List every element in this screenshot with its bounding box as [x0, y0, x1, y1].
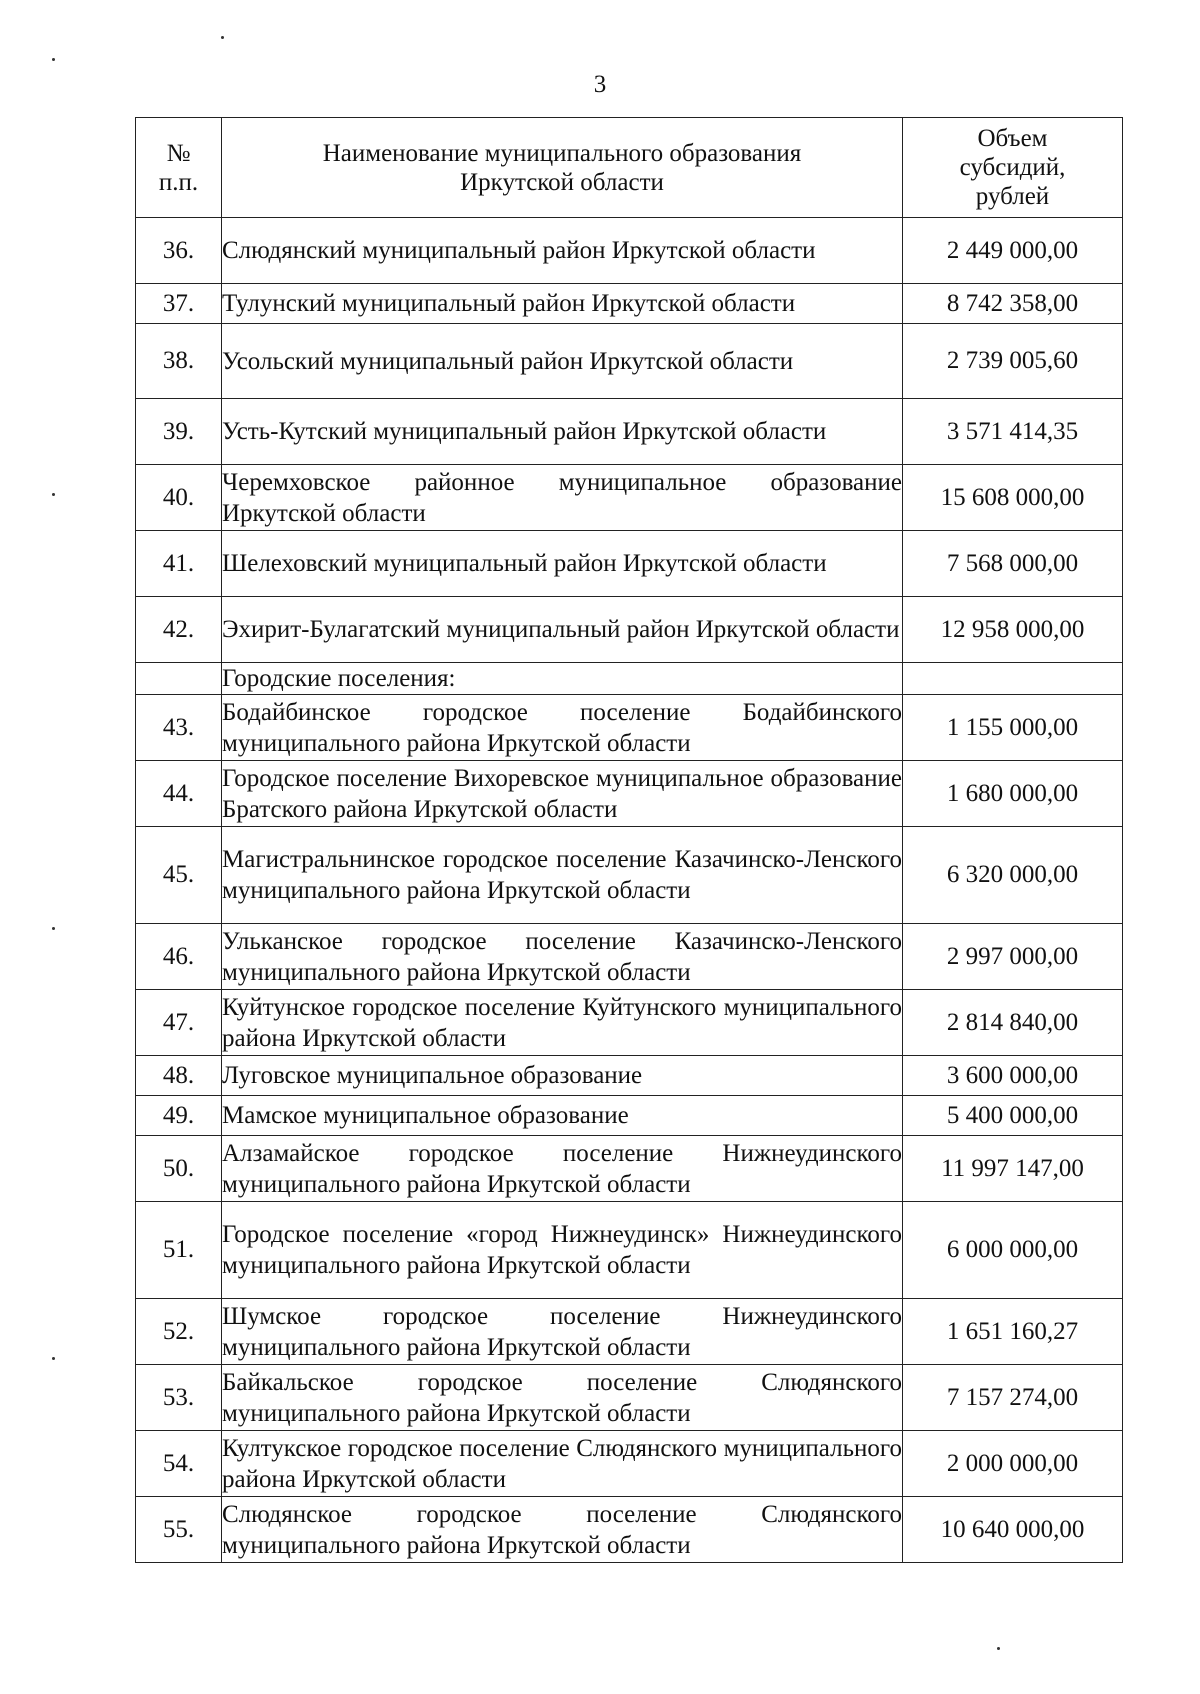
row-amount: 1 651 160,27: [903, 1299, 1123, 1365]
row-name: Магистральнинское городское поселение Казачинско-Ленского муниципального района Иркутской области: [222, 827, 903, 924]
row-number: 52.: [136, 1299, 222, 1365]
row-name: Слюдянское городское поселение Слюдянского муниципального района Иркутской области: [222, 1497, 903, 1563]
table-row: [136, 1365, 1123, 1431]
row-amount: 2 739 005,60: [903, 324, 1123, 399]
row-name: Бодайбинское городское поселение Бодайбинского муниципального района Иркутской области: [222, 695, 903, 761]
table-row: [136, 827, 1123, 924]
table-row: [136, 924, 1123, 990]
row-amount: 3 600 000,00: [903, 1056, 1123, 1096]
scan-speck: [221, 36, 224, 39]
row-amount: 1 155 000,00: [903, 695, 1123, 761]
row-amount: 6 000 000,00: [903, 1202, 1123, 1299]
table-row: [136, 990, 1123, 1056]
header-name-line1: Наименование муниципального образования: [322, 139, 802, 167]
row-number: 54.: [136, 1431, 222, 1497]
row-number: [136, 663, 222, 695]
row-amount: 6 320 000,00: [903, 827, 1123, 924]
row-number: 43.: [136, 695, 222, 761]
header-amount-line2: субсидий,: [959, 154, 1066, 181]
table-row: [136, 597, 1123, 663]
row-number: 49.: [136, 1096, 222, 1136]
row-number: 45.: [136, 827, 222, 924]
row-number: 51.: [136, 1202, 222, 1299]
row-number: 40.: [136, 465, 222, 531]
section-row: [136, 663, 1123, 695]
row-name: Мамское муниципальное образование: [222, 1096, 903, 1136]
header-number-symbol: №: [166, 139, 191, 167]
row-number: 47.: [136, 990, 222, 1056]
row-number: 50.: [136, 1136, 222, 1202]
row-number: 42.: [136, 597, 222, 663]
table-row: [136, 1497, 1123, 1563]
table-row: [136, 284, 1123, 324]
header-name-line2: Иркутской области: [460, 168, 664, 196]
table-row: [136, 465, 1123, 531]
row-name: Усольский муниципальный район Иркутской области: [222, 324, 903, 399]
row-name: Эхирит-Булагатский муниципальный район Иркутской области: [222, 597, 903, 663]
table-row: [136, 1136, 1123, 1202]
row-name: Алзамайское городское поселение Нижнеудинского муниципального района Иркутской области: [222, 1136, 903, 1202]
row-name: Шелеховский муниципальный район Иркутской области: [222, 531, 903, 597]
row-amount: [903, 663, 1123, 695]
row-amount: 2 449 000,00: [903, 218, 1123, 284]
row-amount: 1 680 000,00: [903, 761, 1123, 827]
row-amount: 10 640 000,00: [903, 1497, 1123, 1563]
scan-speck: [52, 58, 55, 61]
row-amount: 2 814 840,00: [903, 990, 1123, 1056]
scan-speck: [997, 1647, 1000, 1650]
row-amount: 5 400 000,00: [903, 1096, 1123, 1136]
row-number: 53.: [136, 1365, 222, 1431]
row-name: Шумское городское поселение Нижнеудинского муниципального района Иркутской области: [222, 1299, 903, 1365]
table-row: [136, 1431, 1123, 1497]
page-number: 3: [593, 71, 607, 98]
row-name: Луговское муниципальное образование: [222, 1056, 903, 1096]
table-row: [136, 324, 1123, 399]
row-name: Култукское городское поселение Слюдянского муниципального района Иркутской области: [222, 1431, 903, 1497]
table-row: [136, 1096, 1123, 1136]
row-name: Городское поселение «город Нижнеудинск» Нижнеудинского муниципального района Иркутской области: [222, 1202, 903, 1299]
row-name: Тулунский муниципальный район Иркутской области: [222, 284, 903, 324]
header-name: [222, 118, 903, 218]
row-name: Куйтунское городское поселение Куйтунского муниципального района Иркутской области: [222, 990, 903, 1056]
table-row: [136, 399, 1123, 465]
header-amount-line3: рублей: [975, 183, 1050, 210]
row-amount: 8 742 358,00: [903, 284, 1123, 324]
row-name: Черемховское районное муниципальное образование Иркутской области: [222, 465, 903, 531]
row-amount: 12 958 000,00: [903, 597, 1123, 663]
row-amount: 2 000 000,00: [903, 1431, 1123, 1497]
row-name: Усть-Кутский муниципальный район Иркутской области: [222, 399, 903, 465]
row-number: 41.: [136, 531, 222, 597]
table-header-row: [136, 118, 1123, 218]
subsidy-table: [135, 117, 1123, 1563]
row-amount: 15 608 000,00: [903, 465, 1123, 531]
row-number: 46.: [136, 924, 222, 990]
table-row: [136, 1202, 1123, 1299]
table-row: [136, 761, 1123, 827]
scan-speck: [52, 493, 55, 496]
row-number: 48.: [136, 1056, 222, 1096]
row-name: Ульканское городское поселение Казачинско-Ленского муниципального района Иркутской области: [222, 924, 903, 990]
row-number: 39.: [136, 399, 222, 465]
row-name: Слюдянский муниципальный район Иркутской области: [222, 218, 903, 284]
row-name: Городское поселение Вихоревское муниципальное образование Братского района Иркутской области: [222, 761, 903, 827]
table-row: [136, 695, 1123, 761]
section-title: Городские поселения:: [222, 663, 903, 695]
row-number: 37.: [136, 284, 222, 324]
table-row: [136, 531, 1123, 597]
row-number: 38.: [136, 324, 222, 399]
header-amount-line1: Объем: [977, 125, 1048, 152]
scan-speck: [52, 927, 55, 930]
row-number: 55.: [136, 1497, 222, 1563]
row-amount: 2 997 000,00: [903, 924, 1123, 990]
row-amount: 3 571 414,35: [903, 399, 1123, 465]
header-number-abbr: п.п.: [158, 168, 199, 196]
row-number: 36.: [136, 218, 222, 284]
table-row: [136, 218, 1123, 284]
scan-speck: [52, 1357, 55, 1360]
row-number: 44.: [136, 761, 222, 827]
table-row: [136, 1056, 1123, 1096]
header-number: [136, 118, 222, 218]
row-amount: 7 568 000,00: [903, 531, 1123, 597]
header-amount: [903, 118, 1123, 218]
row-name: Байкальское городское поселение Слюдянского муниципального района Иркутской области: [222, 1365, 903, 1431]
row-amount: 7 157 274,00: [903, 1365, 1123, 1431]
table-row: [136, 1299, 1123, 1365]
row-amount: 11 997 147,00: [903, 1136, 1123, 1202]
